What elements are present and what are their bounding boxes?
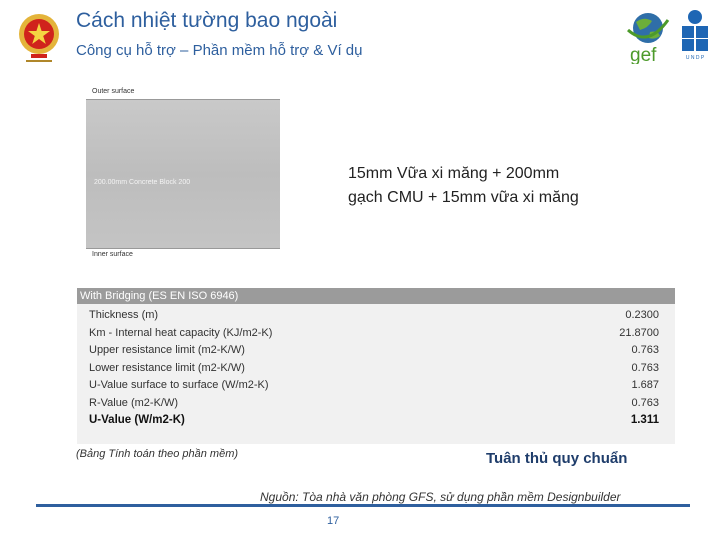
wall-description [348,162,678,210]
results-table-heading: With Bridging (ES EN ISO 6946) [77,288,675,304]
table-row [77,325,675,343]
gef-logo-text: gef [630,45,657,64]
page-title: Cách nhiệt tường bao ngoài [76,9,338,32]
row-label: U-Value (W/m2-K) [89,414,185,426]
state-emblem-icon [16,10,62,66]
concrete-block-layer [86,99,280,249]
gef-globe-icon [622,8,674,64]
undp-logo-icon [680,8,710,62]
table-row [77,307,675,325]
table-row [77,395,675,413]
inner-surface-label: Inner surface [92,251,133,258]
table-row-u-value [77,412,675,430]
table-caption: (Bảng Tính toán theo phần mềm) [76,448,239,460]
row-label: Upper resistance limit (m2-K/W) [89,344,245,356]
row-value: 0.763 [631,344,659,356]
row-label: U-Value surface to surface (W/m2-K) [89,379,269,391]
table-row [77,342,675,360]
results-table-body [77,304,675,430]
footer-divider [36,504,690,507]
row-label: Lower resistance limit (m2-K/W) [89,361,245,374]
table-row [77,377,675,395]
row-value: 0.763 [631,396,659,409]
row-value: 1.311 [630,414,659,426]
wall-description-line-2: gạch CMU + 15mm vữa xi măng [348,189,579,206]
row-value: 0.2300 [625,309,659,321]
compliance-note: Tuân thủ quy chuẩn [486,450,628,467]
undp-logo-text: U N D P [685,55,705,61]
page-subtitle: Công cụ hỗ trợ – Phần mềm hỗ trợ & Ví dụ [76,42,363,59]
page-number: 17 [327,515,340,527]
outer-surface-label: Outer surface [92,88,135,95]
row-label: R-Value (m2-K/W) [89,396,179,409]
layer-label: 200.00mm Concrete Block 200 [94,179,191,186]
results-table [77,288,675,444]
row-value: 21.8700 [619,326,659,339]
source-note: Nguồn: Tòa nhà văn phòng GFS, sử dụng phần mềm Designbuilder [260,490,621,504]
wall-description-line-1: 15mm Vữa xi măng + 200mm [348,165,560,182]
wall-construction-diagram [84,88,284,260]
row-value: 1.687 [631,379,659,391]
table-row [77,360,675,378]
row-value: 0.763 [631,361,659,374]
row-label: Km - Internal heat capacity (KJ/m2-K) [89,326,273,339]
row-label: Thickness (m) [89,309,159,321]
